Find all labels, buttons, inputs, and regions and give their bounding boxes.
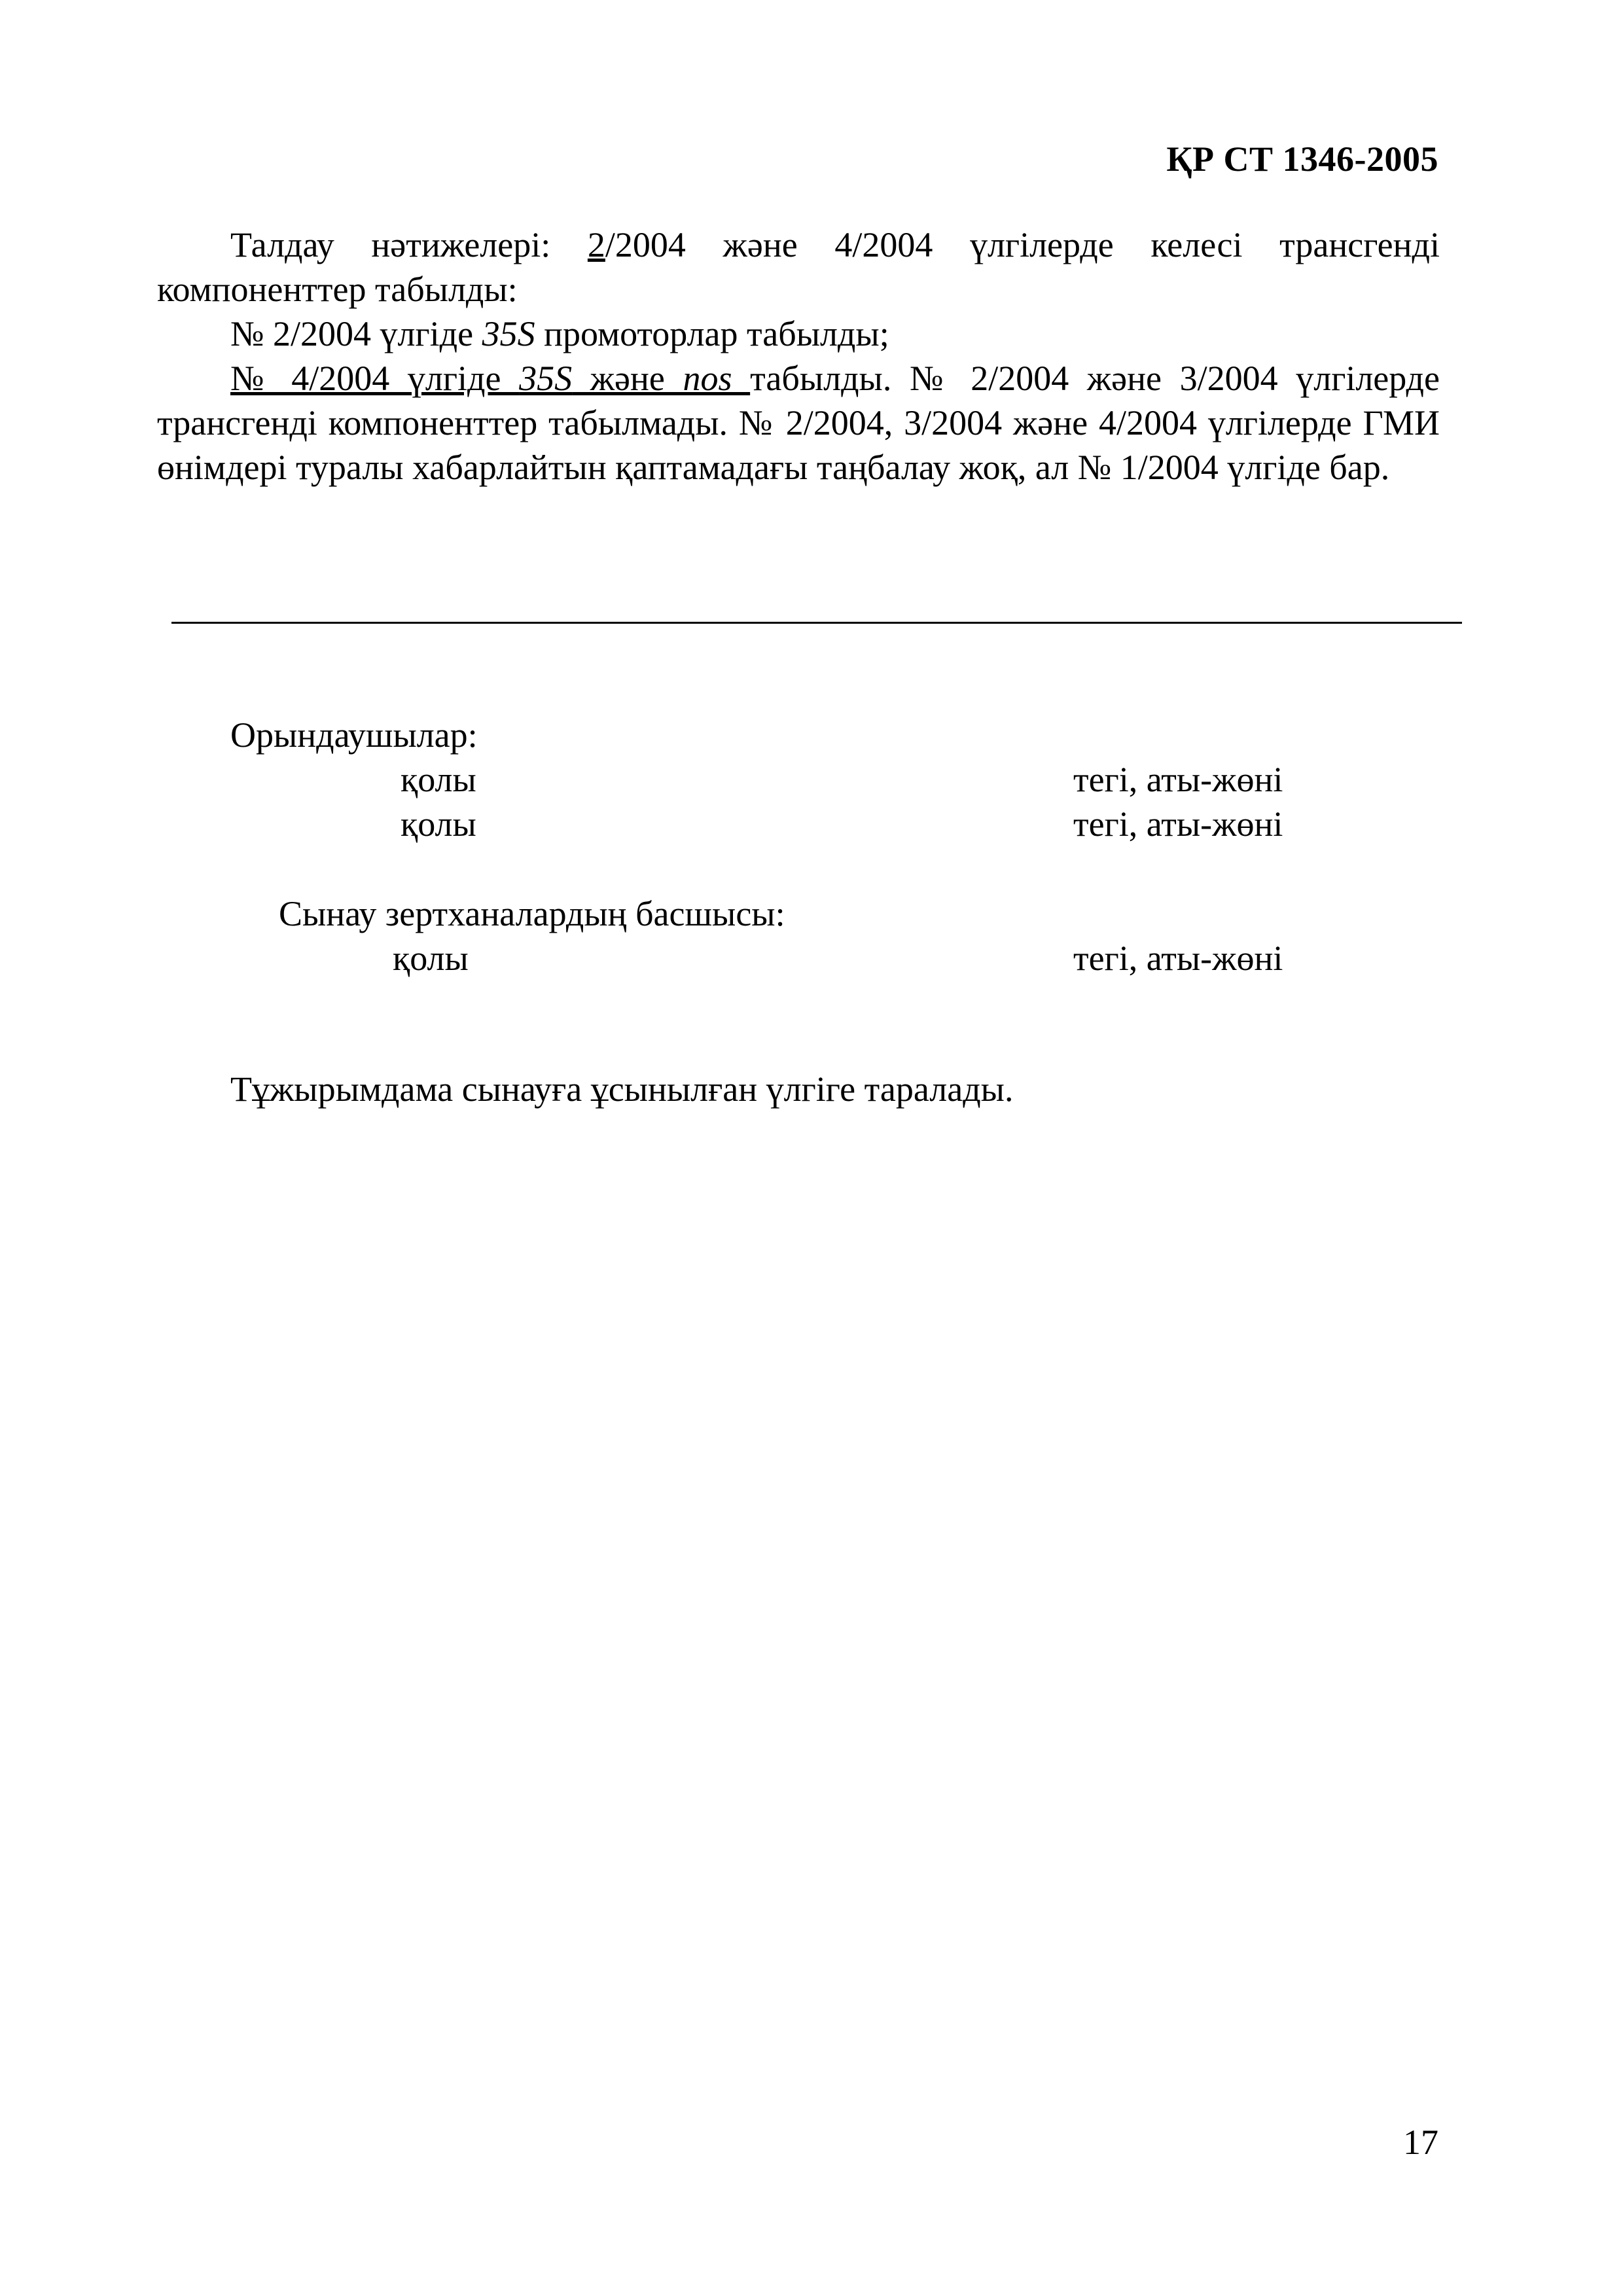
executor-2-signature: қолы <box>401 804 476 844</box>
executors-label: Орындаушылар: <box>230 715 478 755</box>
executor-1-name: тегі, аты-жөні <box>1073 760 1283 799</box>
section-divider <box>171 622 1462 624</box>
results-section <box>157 223 1440 490</box>
lab-head-label: Сынау зертханалардың басшысы: <box>279 894 785 933</box>
executor-1-signature: қолы <box>401 760 476 799</box>
page-number: 17 <box>1403 2123 1438 2162</box>
results-paragraph-3: № 4/2004 үлгіде 35S және nos табылды. № 2/2004 және 3/2004 үлгілерде трансгенді компоненттер табылмады. № 2/2004, 3/2004 және 4/2004 үлгілерде ГМИ өнімдері туралы хабарлайтын қаптамадағы таңбалау жоқ, ал № 1/2004 үлгіде бар. <box>157 359 1440 487</box>
lab-head-name: тегі, аты-жөні <box>1073 939 1283 978</box>
executor-2-name: тегі, аты-жөні <box>1073 804 1283 844</box>
conclusion-text: Тұжырымдама сынауға ұсынылған үлгіге таралады. <box>230 1069 1014 1109</box>
lab-head-signature: қолы <box>393 939 469 978</box>
results-paragraph-1: Талдау нәтижелері: 2/2004 және 4/2004 үлгілерде келесі трансгенді компоненттер табылды: <box>157 225 1440 309</box>
results-line-2: № 2/2004 үлгіде 35S промоторлар табылды; <box>230 314 889 353</box>
standard-code: ҚР СТ 1346-2005 <box>1166 139 1438 179</box>
